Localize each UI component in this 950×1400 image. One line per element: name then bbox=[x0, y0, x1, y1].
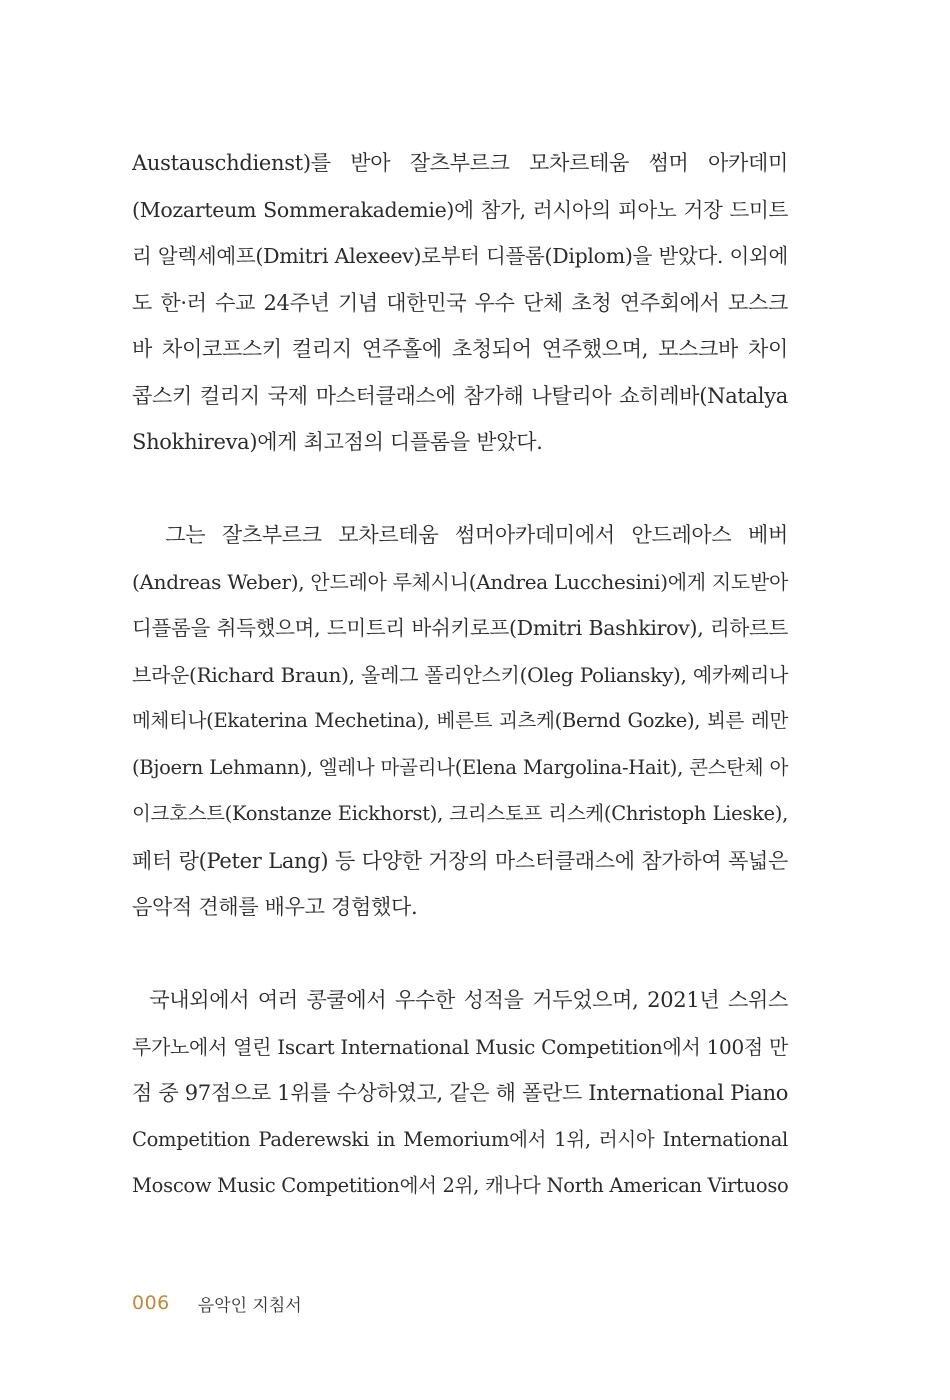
text-line: Competition Paderewski in Memorium에서 1위, 러시아 International bbox=[132, 1127, 788, 1151]
paragraph-2 bbox=[132, 512, 788, 931]
text-line: Shokhireva)에게 최고점의 디플롬을 받았다. bbox=[132, 430, 543, 454]
text-line: Moscow Music Competition에서 2위, 캐나다 North American Virtuoso bbox=[132, 1174, 789, 1197]
paragraph-1 bbox=[132, 140, 788, 466]
page-number: 006 bbox=[132, 1292, 170, 1314]
text-line: 도 한·러 수교 24주년 기념 대한민국 우수 단체 초청 연주회에서 모스크 bbox=[132, 290, 788, 315]
text-line: 이크호스트(Konstanze Eickhorst), 크리스토프 리스케(Christoph Lieske), bbox=[132, 802, 788, 825]
text-line: 리 알렉세예프(Dmitri Alexeev)로부터 디플롬(Diplom)을 받았다. 이외에 bbox=[132, 244, 788, 268]
text-line: 페터 랑(Peter Lang) 등 다양한 거장의 마스터클래스에 참가하여 폭넓은 bbox=[132, 848, 788, 873]
text-line: 점 중 97점으로 1위를 수상하였고, 같은 해 폴란드 International Piano bbox=[132, 1081, 789, 1105]
paragraph-gap bbox=[132, 931, 788, 978]
text-line: 디플롬을 취득했으며, 드미트리 바쉬키로프(Dmitri Bashkirov), 리하르트 bbox=[132, 616, 788, 640]
paragraph-gap bbox=[132, 466, 788, 513]
text-line: 국내외에서 여러 콩쿨에서 우수한 성적을 거두었으며, 2021년 스위스 bbox=[132, 988, 788, 1012]
text-line: 바 차이코프스키 컬리지 연주홀에 초청되어 연주했으며, 모스크바 차이 bbox=[132, 337, 788, 361]
text-line: (Bjoern Lehmann), 엘레나 마골리나(Elena Margolina-Hait), 콘스탄체 아 bbox=[132, 755, 788, 779]
body-text bbox=[132, 140, 788, 1210]
text-line: 메체티나(Ekaterina Mechetina), 베른트 괴츠케(Bernd Gozke), 뵈른 레만 bbox=[132, 709, 788, 732]
page-footer bbox=[132, 1288, 302, 1318]
text-line: 그는 잘츠부르크 모차르테움 썸머아카데미에서 안드레아스 베버 bbox=[132, 523, 788, 547]
paragraph-3 bbox=[132, 977, 788, 1210]
text-line: 루가노에서 열린 Iscart International Music Competition에서 100점 만 bbox=[132, 1034, 788, 1059]
text-line: (Andreas Weber), 안드레아 루체시니(Andrea Lucchesini)에게 지도받아 bbox=[132, 569, 788, 594]
text-line: 음악적 견해를 배우고 경험했다. bbox=[132, 895, 418, 919]
text-line: 브라운(Richard Braun), 올레그 폴리안스키(Oleg Poliansky), 예카쩨리나 bbox=[132, 662, 788, 687]
text-line: (Mozarteum Sommerakademie)에 참가, 러시아의 피아노 거장 드미트 bbox=[132, 197, 788, 222]
text-line: Austauschdienst)를 받아 잘츠부르크 모차르테움 썸머 아카데미 bbox=[132, 151, 788, 175]
text-line: 콥스키 컬리지 국제 마스터클래스에 참가해 나탈리아 쇼히레바(Natalya bbox=[132, 383, 788, 408]
running-title: 음악인 지침서 bbox=[197, 1295, 302, 1316]
